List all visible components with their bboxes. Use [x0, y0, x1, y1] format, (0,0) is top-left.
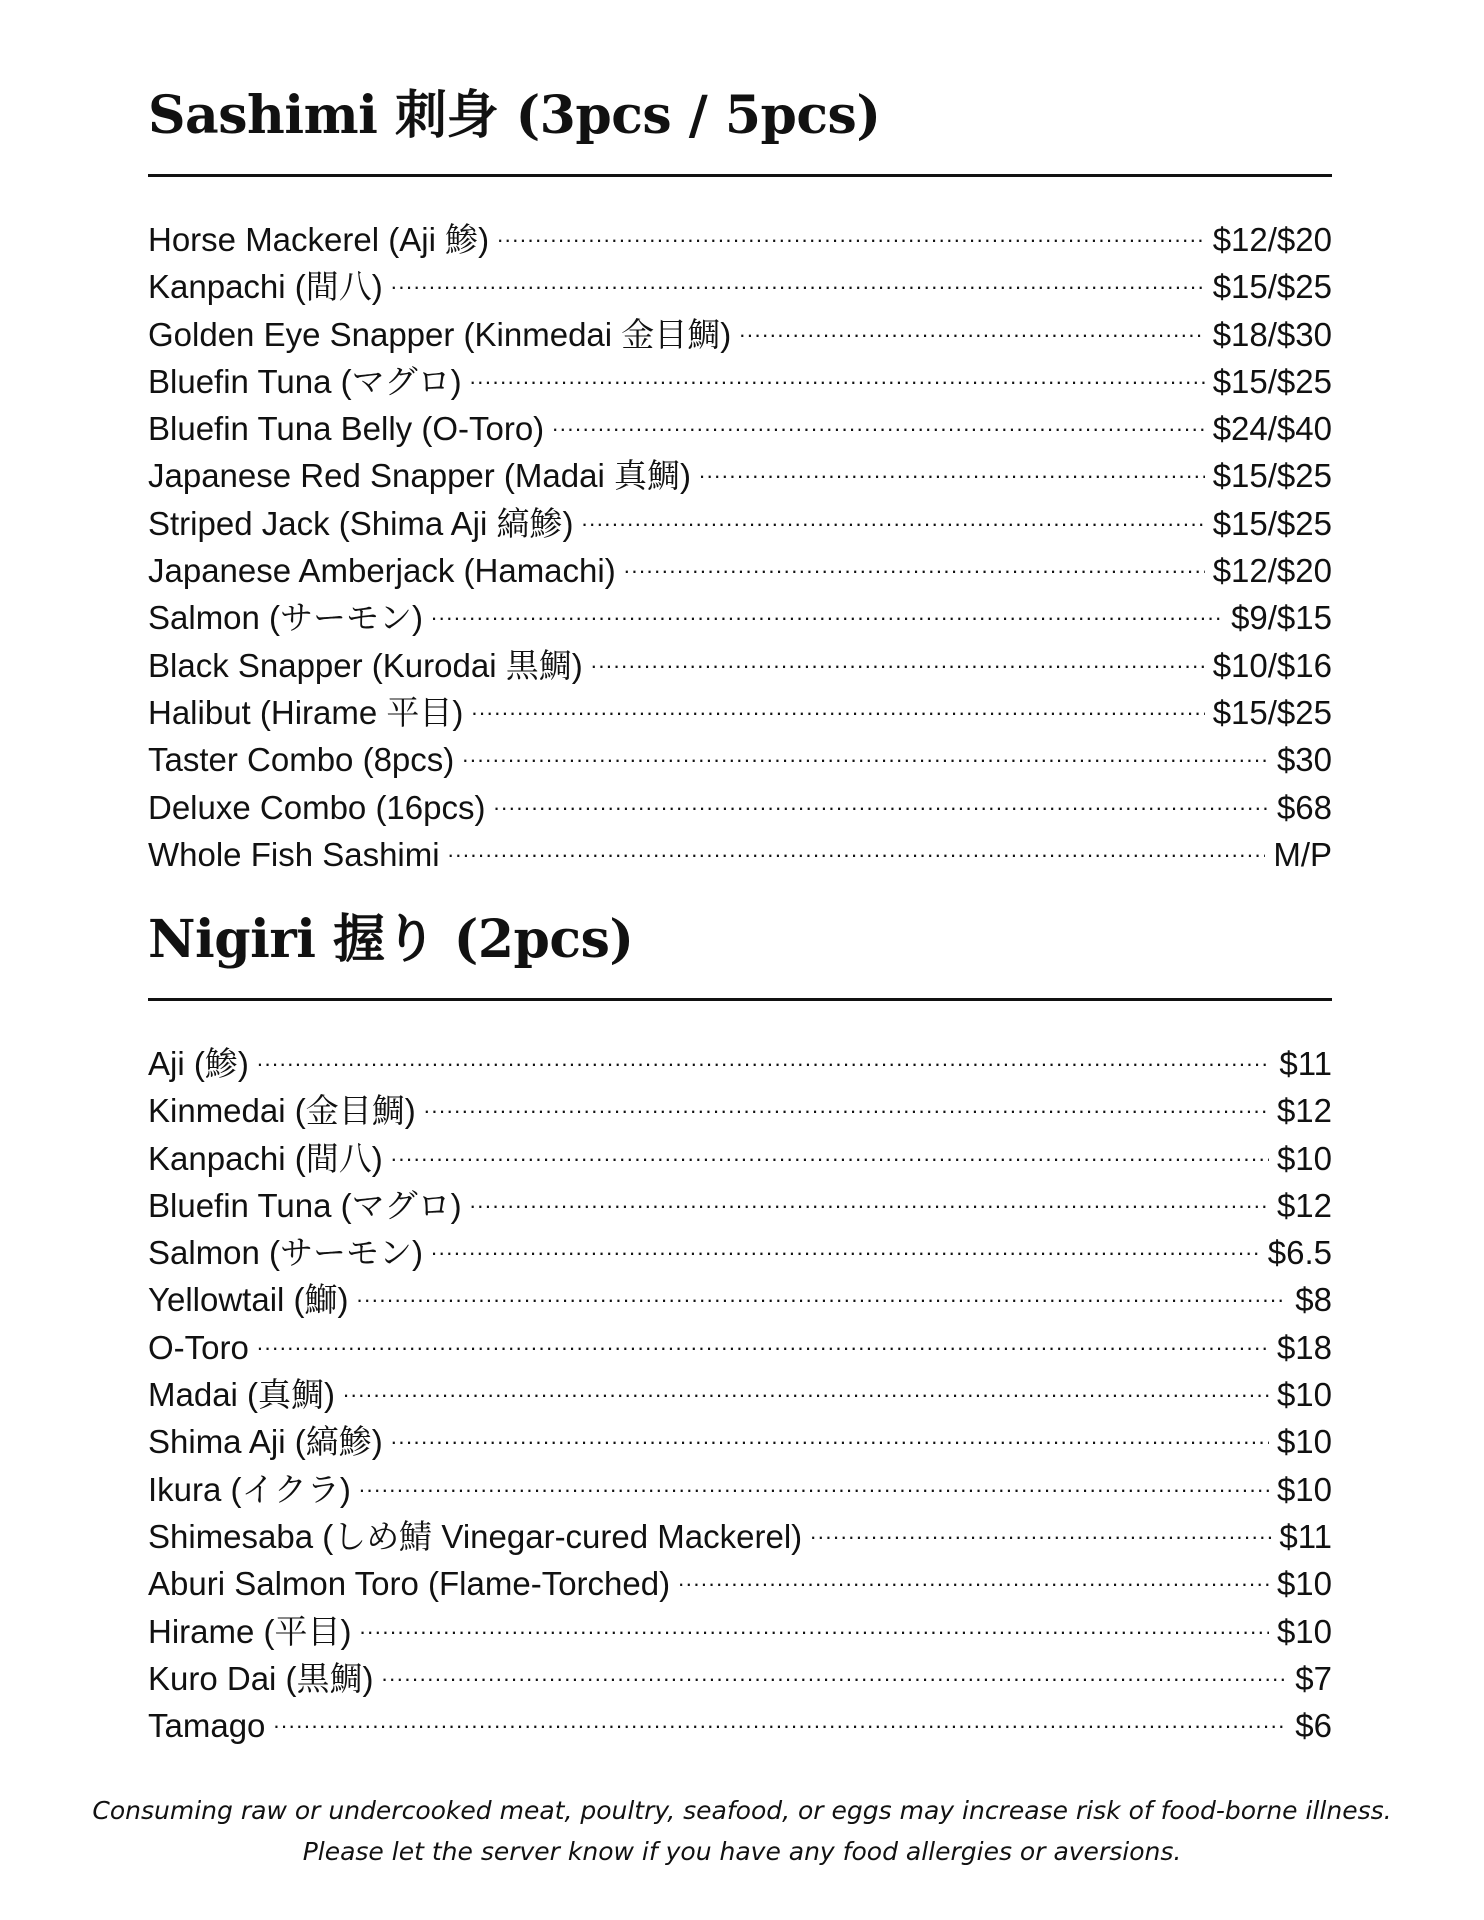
menu-item: [148, 542, 1332, 589]
sashimi-title-divider: [148, 174, 1332, 177]
dot-leader: [552, 400, 1205, 440]
menu-item-name: Shimesaba (しめ鯖 Vinegar-cured Mackerel): [148, 1517, 803, 1555]
menu-item-name: Kanpachi (間八): [148, 268, 383, 306]
sashimi-item-list: [148, 211, 1332, 873]
menu-item-name: Japanese Amberjack (Hamachi): [148, 552, 616, 590]
dot-leader: [382, 1650, 1288, 1690]
dot-leader: [257, 1319, 1269, 1359]
menu-item: [148, 826, 1332, 873]
menu-item: [148, 637, 1332, 684]
dot-leader: [471, 684, 1204, 724]
menu-item: [148, 1697, 1332, 1744]
menu-item-name: Salmon (サーモン): [148, 599, 424, 637]
dot-leader: [810, 1508, 1271, 1548]
menu-item: [148, 1082, 1332, 1129]
menu-item: [148, 1035, 1332, 1082]
menu-item-price: $18/$30: [1212, 315, 1332, 353]
menu-item: [148, 495, 1332, 542]
menu-item-price: $6.5: [1267, 1234, 1332, 1272]
menu-item-name: Aji (鯵): [148, 1045, 249, 1082]
menu-item-name: Kuro Dai (黒鯛): [148, 1659, 374, 1697]
menu-item-price: $10: [1276, 1470, 1332, 1508]
disclaimer-line-allergies: Please let the server know if you have any food allergies or aversions.: [302, 1837, 1182, 1866]
menu-item-price: $30: [1276, 741, 1332, 779]
menu-item: [148, 353, 1332, 400]
dot-leader: [699, 447, 1205, 487]
menu-item-name: Ikura (イクラ): [148, 1470, 351, 1508]
dot-leader: [470, 1177, 1269, 1217]
menu-item-price: $9/$15: [1231, 599, 1332, 637]
nigiri-section-title: Nigiri 握り (2pcs): [148, 909, 634, 970]
dot-leader: [497, 211, 1205, 251]
menu-item: [148, 684, 1332, 731]
dot-leader: [424, 1082, 1269, 1122]
dot-leader: [273, 1697, 1287, 1737]
dot-leader: [739, 306, 1204, 346]
dot-leader: [391, 1130, 1269, 1170]
dot-leader: [493, 779, 1268, 819]
sashimi-section: [148, 84, 1332, 873]
menu-item-name: Salmon (サーモン): [148, 1234, 424, 1272]
dot-leader: [359, 1461, 1269, 1501]
menu-item-name: Hirame (平目): [148, 1612, 352, 1650]
food-safety-disclaimer: [0, 1790, 1484, 1872]
menu-item-name: Horse Mackerel (Aji 鯵): [148, 221, 490, 258]
menu-item-name: Halibut (Hirame 平目): [148, 693, 464, 731]
menu-item: [148, 1177, 1332, 1224]
menu-item-name: Shima Aji (縞鯵): [148, 1423, 383, 1461]
menu-item: [148, 258, 1332, 305]
menu-item: [148, 1271, 1332, 1318]
menu-item-name: Bluefin Tuna (マグロ): [148, 1186, 462, 1224]
menu-item: [148, 1508, 1332, 1555]
menu-item-price: $12/$20: [1212, 221, 1332, 258]
menu-item-name: O-Toro: [148, 1328, 249, 1366]
dot-leader: [462, 731, 1269, 771]
menu-item: [148, 731, 1332, 778]
menu-item-name: Madai (真鯛): [148, 1376, 336, 1414]
menu-item-name: Deluxe Combo (16pcs): [148, 788, 486, 826]
menu-item-price: $10: [1276, 1565, 1332, 1603]
menu-item: [148, 589, 1332, 636]
menu-item-name: Yellowtail (鰤): [148, 1281, 349, 1319]
menu-item-price: M/P: [1273, 835, 1332, 873]
nigiri-item-list: [148, 1035, 1332, 1744]
menu-item-price: $15/$25: [1212, 362, 1332, 400]
menu-item-price: $10: [1276, 1612, 1332, 1650]
dot-leader: [343, 1366, 1269, 1406]
menu-item-price: $18: [1276, 1328, 1332, 1366]
dot-leader: [391, 258, 1205, 298]
menu-item-price: $68: [1276, 788, 1332, 826]
menu-item-name: Striped Jack (Shima Aji 縞鯵): [148, 504, 574, 542]
menu-item-price: $15/$25: [1212, 693, 1332, 731]
menu-item-price: $6: [1295, 1707, 1332, 1745]
menu-item-name: Kinmedai (金目鯛): [148, 1092, 416, 1130]
menu-item-price: $10: [1276, 1423, 1332, 1461]
menu-item-price: $12/$20: [1212, 552, 1332, 590]
menu-item: [148, 1555, 1332, 1602]
menu-item: [148, 306, 1332, 353]
menu-item-name: Kanpachi (間八): [148, 1139, 383, 1177]
dot-leader: [678, 1555, 1269, 1595]
menu-item-price: $10: [1276, 1376, 1332, 1414]
menu-item-price: $15/$25: [1212, 457, 1332, 495]
menu-item-price: $12: [1276, 1092, 1332, 1130]
menu-item-price: $10: [1276, 1139, 1332, 1177]
menu-item: [148, 1130, 1332, 1177]
menu-item-name: Bluefin Tuna (マグロ): [148, 362, 462, 400]
menu-item-price: $10/$16: [1212, 646, 1332, 684]
nigiri-title-divider: [148, 998, 1332, 1001]
menu-item-price: $24/$40: [1212, 410, 1332, 448]
nigiri-section: [148, 908, 1332, 1744]
disclaimer-line-raw-food: Consuming raw or undercooked meat, poultry, seafood, or eggs may increase risk of food-borne illness.: [92, 1796, 1392, 1825]
dot-leader: [431, 589, 1223, 629]
dot-leader: [470, 353, 1205, 393]
menu-item-price: $11: [1279, 1517, 1332, 1555]
menu-item: [148, 1650, 1332, 1697]
menu-item: [148, 779, 1332, 826]
menu-item: [148, 1224, 1332, 1271]
menu-item: [148, 211, 1332, 258]
menu-item-price: $11: [1279, 1045, 1332, 1082]
dot-leader: [257, 1035, 1272, 1075]
menu-item-name: Japanese Red Snapper (Madai 真鯛): [148, 457, 691, 495]
menu-item: [148, 1603, 1332, 1650]
dot-leader: [591, 637, 1205, 677]
dot-leader: [391, 1413, 1269, 1453]
menu-item: [148, 1461, 1332, 1508]
menu-item-name: Aburi Salmon Toro (Flame-Torched): [148, 1565, 671, 1603]
dot-leader: [360, 1603, 1269, 1643]
menu-item: [148, 1319, 1332, 1366]
menu-item-name: Black Snapper (Kurodai 黒鯛): [148, 646, 583, 684]
dot-leader: [448, 826, 1266, 866]
menu-item-name: Bluefin Tuna Belly (O-Toro): [148, 410, 545, 448]
menu-item-price: $15/$25: [1212, 268, 1332, 306]
menu-item-name: Tamago: [148, 1707, 266, 1745]
dot-leader: [431, 1224, 1260, 1264]
menu-item: [148, 1413, 1332, 1460]
menu-item: [148, 1366, 1332, 1413]
menu-item-price: $8: [1295, 1281, 1332, 1319]
menu-item-name: Golden Eye Snapper (Kinmedai 金目鯛): [148, 315, 732, 353]
dot-leader: [581, 495, 1204, 535]
menu-item-price: $7: [1295, 1659, 1332, 1697]
menu-item-name: Taster Combo (8pcs): [148, 741, 455, 779]
menu-item-price: $12: [1276, 1186, 1332, 1224]
sashimi-section-title: Sashimi 刺身 (3pcs / 5pcs): [148, 85, 881, 146]
menu-item-name: Whole Fish Sashimi: [148, 835, 440, 873]
menu-item-price: $15/$25: [1212, 504, 1332, 542]
menu-item: [148, 447, 1332, 494]
dot-leader: [357, 1271, 1288, 1311]
dot-leader: [624, 542, 1205, 582]
menu-item: [148, 400, 1332, 447]
